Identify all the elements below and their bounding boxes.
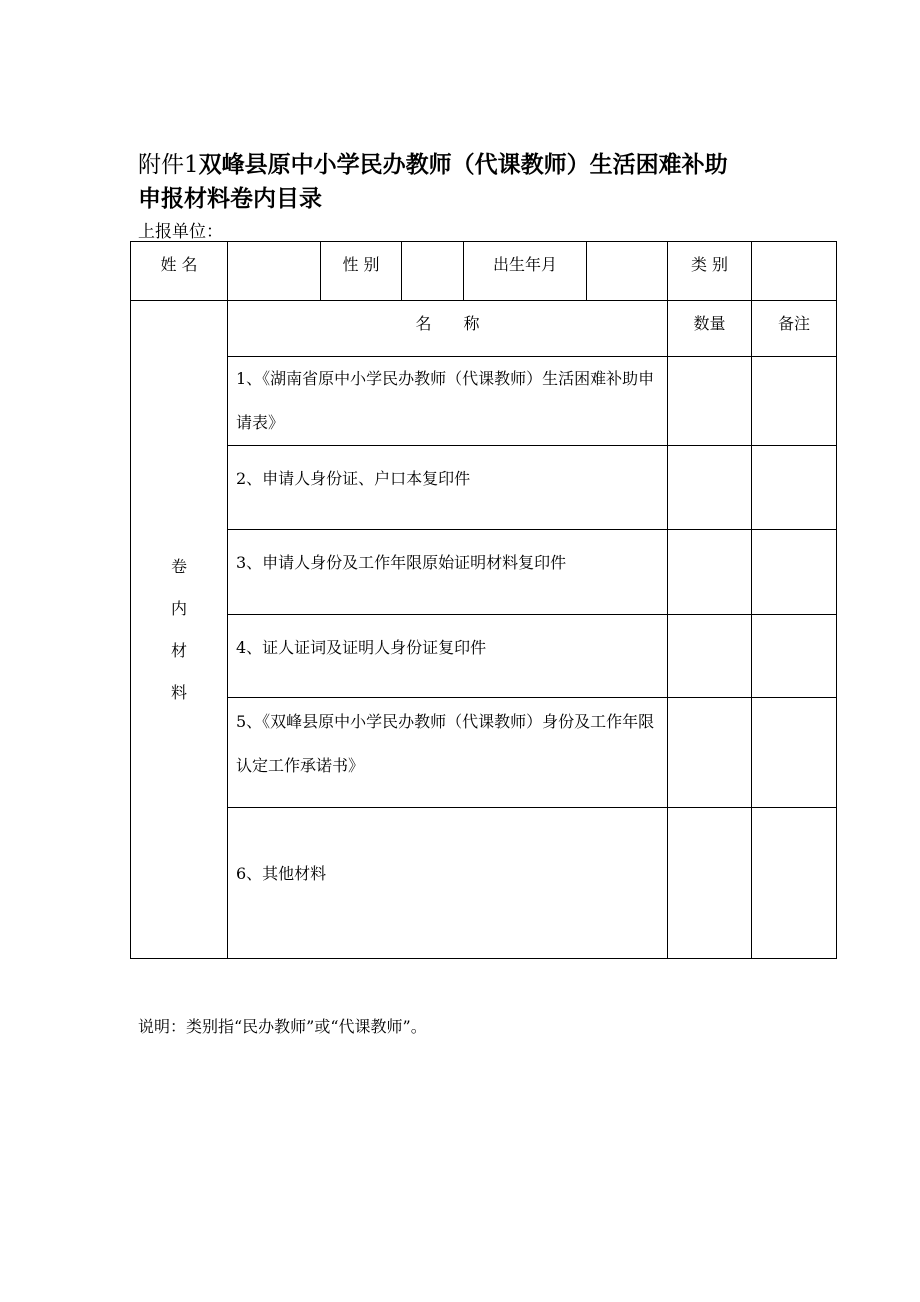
table-row xyxy=(131,357,837,446)
remark-cell[interactable] xyxy=(752,357,837,446)
gender-label: 性 别 xyxy=(342,255,380,274)
footnote: 说明：类别指“民办教师”或“代课教师”。 xyxy=(138,1017,427,1036)
quantity-cell[interactable] xyxy=(668,808,752,959)
document-title xyxy=(138,150,728,214)
material-name-header xyxy=(228,301,668,357)
material-item: 2、申请人身份证、户口本复印件 xyxy=(228,446,668,530)
side-label-char: 材 xyxy=(170,640,187,660)
table-row xyxy=(131,446,837,530)
remark-cell[interactable] xyxy=(752,615,837,698)
table-row xyxy=(131,808,837,959)
category-label-cell xyxy=(668,242,752,301)
gender-value-cell[interactable] xyxy=(402,242,464,301)
side-label-char: 内 xyxy=(170,598,187,618)
material-item: 5、《双峰县原中小学民办教师（代课教师）身份及工作年限认定工作承诺书》 xyxy=(228,698,668,808)
material-item: 3、申请人身份及工作年限原始证明材料复印件 xyxy=(228,530,668,615)
remark-cell[interactable] xyxy=(752,446,837,530)
side-label-char: 卷 xyxy=(170,556,187,576)
name-label-cell xyxy=(131,242,228,301)
quantity-header xyxy=(668,301,752,357)
title-line2: 申报材料卷内目录 xyxy=(138,186,322,212)
gender-label-cell xyxy=(321,242,402,301)
material-name-header-text: 名 称 xyxy=(415,314,480,333)
birth-label-cell xyxy=(464,242,587,301)
category-label: 类 别 xyxy=(690,255,729,274)
material-item: 4、证人证词及证明人身份证复印件 xyxy=(228,615,668,698)
table-row xyxy=(131,530,837,615)
quantity-cell[interactable] xyxy=(668,615,752,698)
title-prefix: 附件1 xyxy=(138,152,199,178)
catalog-table xyxy=(130,241,837,959)
quantity-cell[interactable] xyxy=(668,357,752,446)
remark-header-text: 备注 xyxy=(777,314,810,333)
birth-label: 出生年月 xyxy=(492,255,557,274)
category-value-cell[interactable] xyxy=(752,242,837,301)
remark-header xyxy=(752,301,837,357)
side-label-cell xyxy=(131,301,228,959)
quantity-header-text: 数量 xyxy=(693,314,726,333)
table-row xyxy=(131,615,837,698)
reporting-unit-label: 上报单位： xyxy=(138,222,223,242)
title-main: 双峰县原中小学民办教师（代课教师）生活困难补助 xyxy=(198,152,728,178)
remark-cell[interactable] xyxy=(752,808,837,959)
remark-cell[interactable] xyxy=(752,530,837,615)
name-label: 姓 名 xyxy=(160,255,198,274)
personal-info-row xyxy=(131,242,837,301)
remark-cell[interactable] xyxy=(752,698,837,808)
quantity-cell[interactable] xyxy=(668,446,752,530)
material-item: 6、其他材料 xyxy=(228,808,668,959)
material-item: 1、《湖南省原中小学民办教师（代课教师）生活困难补助申请表》 xyxy=(228,357,668,446)
birth-value-cell[interactable] xyxy=(587,242,668,301)
name-value-cell[interactable] xyxy=(228,242,321,301)
quantity-cell[interactable] xyxy=(668,698,752,808)
side-label-char: 料 xyxy=(170,682,187,702)
table-row xyxy=(131,698,837,808)
quantity-cell[interactable] xyxy=(668,530,752,615)
column-header-row xyxy=(131,301,837,357)
